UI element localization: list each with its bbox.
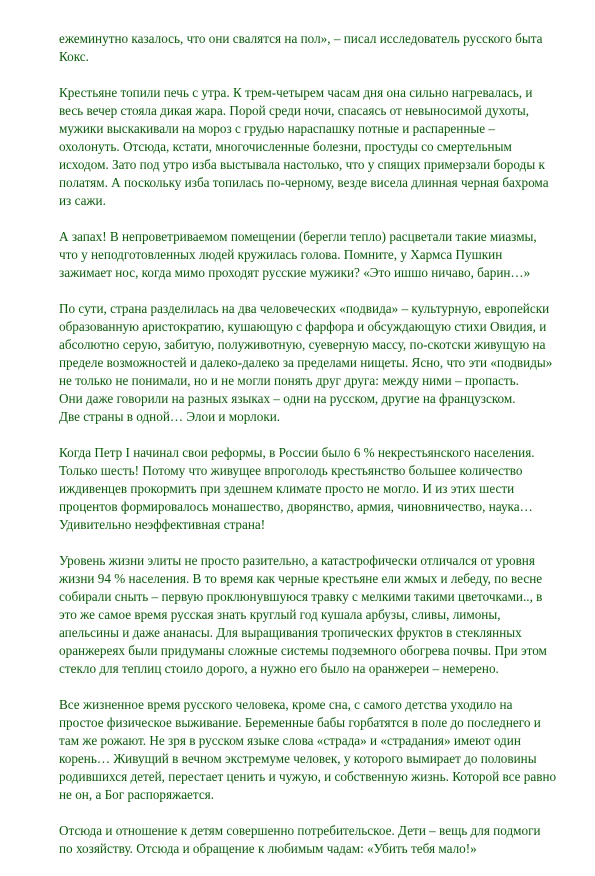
text-line: стекло для теплиц стоило дорого, а нужно его было на оранжереи – немерено. <box>59 661 499 676</box>
text-line: родившихся детей, перестает ценить и чужую, и собственную жизнь. Которой все равно <box>59 769 557 784</box>
text-line: абсолютно серую, забитую, полуживотную, суеверную массу, по-скотски живущую на <box>59 337 546 352</box>
text-line: по хозяйству. Отсюда и обращение к любимым чадам: «Убить тебя мало!» <box>59 841 477 856</box>
text-line: Все жизненное время русского человека, кроме сна, с самого детства уходило на <box>59 697 513 712</box>
paragraph <box>59 552 559 678</box>
text-line: А запах! В непроветриваемом помещении (берегли тепло) расцветали такие миазмы, <box>59 229 537 244</box>
text-line: оранжереях были придуманы сложные системы подземного обогрева почвы. При этом <box>59 643 547 658</box>
text-line: Кокс. <box>59 49 89 64</box>
text-line: Удивительно неэффективная страна! <box>59 517 266 532</box>
text-line: собирали сныть – первую проклюнувшуюся травку с мелкими такими цветочками.., в <box>59 589 543 604</box>
text-line: зажимает нос, когда мимо проходят русские мужики? «Это ишшо ничаво, барин…» <box>59 265 531 280</box>
text-line: охолонуть. Отсюда, кстати, многочисленные болезни, простуды со смертельным <box>59 139 512 154</box>
text-line: исходом. Зато под утро изба выстывала настолько, что у спящих примерзали бороды к <box>59 157 545 172</box>
text-line: Только шесть! Потому что живущее впроголодь крестьянство большее количество <box>59 463 523 478</box>
text-line: там же рожают. Не зря в русском языке слова «страда» и «страдания» имеют один <box>59 733 521 748</box>
text-line: это же самое время русская знать круглый год кушала арбузы, сливы, лимоны, <box>59 607 501 622</box>
text-line: мужики выскакивали на мороз с грудью нараспашку потные и распаренные – <box>59 121 495 136</box>
text-line: что у неподготовленных людей кружилась голова. Помните, у Хармса Пушкин <box>59 247 503 262</box>
text-line: апельсины и даже ананасы. Для выращивания тропических фруктов в стеклянных <box>59 625 522 640</box>
text-line: процентов формировалось монашество, дворянство, армия, чиновничество, наука… <box>59 499 533 514</box>
text-line: простое физическое выживание. Беременные бабы горбатятся в поле до последнего и <box>59 715 541 730</box>
paragraph <box>59 696 559 804</box>
text-line: ежеминутно казалось, что они свалятся на пол», – писал исследователь русского быта <box>59 31 543 46</box>
text-line: образованную аристократию, кушающую с фарфора и обсуждающую стихи Овидия, и <box>59 319 547 334</box>
paragraph <box>59 228 559 282</box>
text-line: Когда Петр I начинал свои реформы, в России было 6 % некрестьянского населения. <box>59 445 535 460</box>
text-line: весь вечер стояла дикая жара. Порой среди ночи, спасаясь от невыносимой духоты, <box>59 103 530 118</box>
paragraph <box>59 444 559 534</box>
document-body <box>59 30 559 876</box>
text-line: пределе возможностей и далеко-далеко за пределами нищеты. Ясно, что эти «подвиды» <box>59 355 553 370</box>
text-line: Крестьяне топили печь с утра. К трем-четырем часам дня она сильно нагревалась, и <box>59 85 533 100</box>
text-line: Отсюда и отношение к детям совершенно потребительское. Дети – вещь для подмоги <box>59 823 541 838</box>
text-line: из сажи. <box>59 193 106 208</box>
paragraph <box>59 84 559 210</box>
text-line: По сути, страна разделилась на два человеческих «подвида» – культурную, европейски <box>59 301 550 316</box>
text-line: Две страны в одной… Элои и морлоки. <box>59 409 281 424</box>
text-line: корень… Живущий в вечном экстремуме человек, у которого вымирает до половины <box>59 751 537 766</box>
text-line: полатям. А поскольку изба топилась по-черному, везде висела длинная черная бахрома <box>59 175 549 190</box>
text-line: иждивенцев прокормить при здешнем климате просто не могло. И из этих шести <box>59 481 515 496</box>
text-line: жизни 94 % населения. В то время как черные крестьяне ели жмых и лебеду, по весне <box>59 571 543 586</box>
text-line: не только не понимали, но и не могли понять друг друга: между ними – пропасть. <box>59 373 519 388</box>
paragraph <box>59 822 559 858</box>
text-line: не он, а Бог распоряжается. <box>59 787 215 802</box>
paragraph <box>59 300 559 426</box>
text-line: Уровень жизни элиты не просто разительно, а катастрофически отличался от уровня <box>59 553 535 568</box>
text-line: Они даже говорили на разных языках – одни на русском, другие на французском. <box>59 391 516 406</box>
paragraph <box>59 30 559 66</box>
